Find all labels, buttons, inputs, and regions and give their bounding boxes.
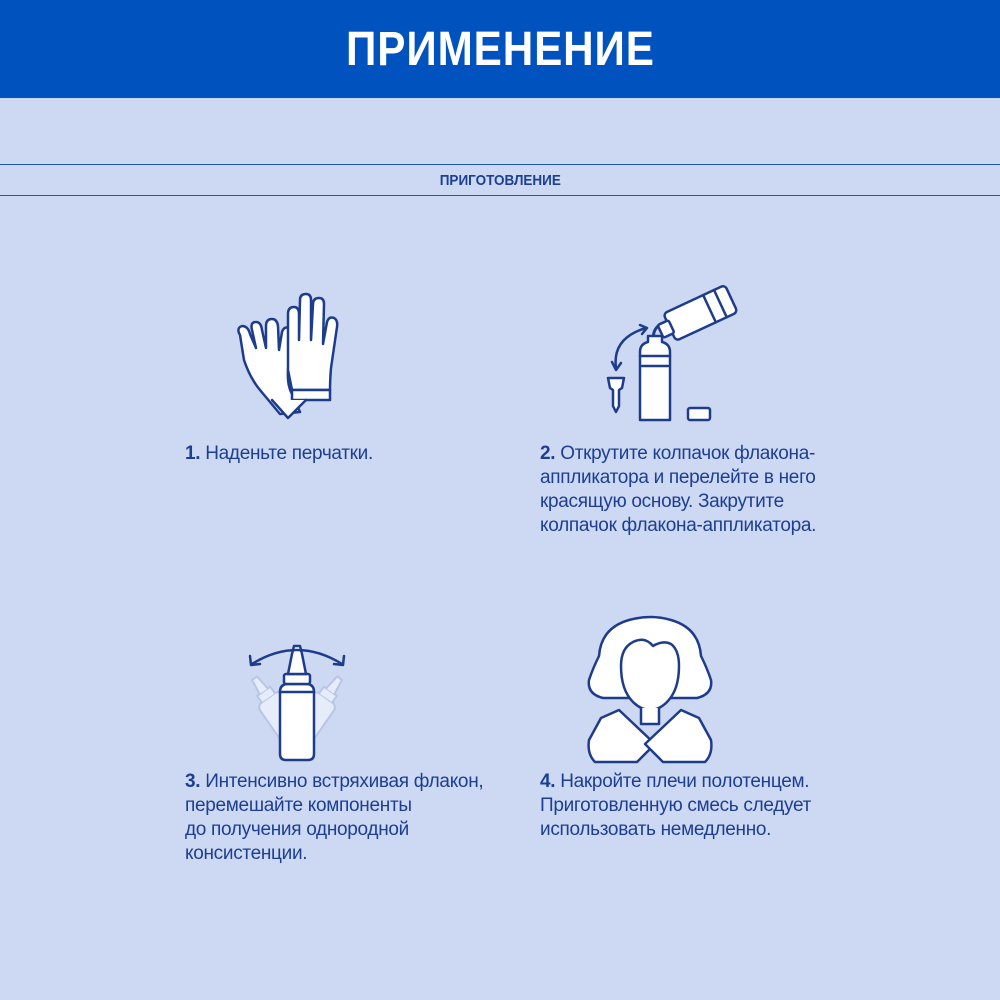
section-title: ПРИГОТОВЛЕНИЕ bbox=[439, 171, 561, 189]
step-2-text bbox=[540, 442, 816, 538]
step-4-line-3: использовать немедленно. bbox=[540, 819, 772, 840]
step-1-text bbox=[185, 442, 373, 466]
step-2-line-4: колпачок флакона-аппликатора. bbox=[540, 515, 817, 536]
step-2-line-3: красящую основу. Закрутите bbox=[540, 491, 784, 512]
step-4-line-1: Накройте плечи полотенцем. bbox=[560, 771, 810, 792]
header-banner bbox=[0, 0, 1000, 98]
step-2-number: 2. bbox=[540, 443, 556, 464]
step-1-line-1: Наденьте перчатки. bbox=[205, 443, 373, 464]
step-4-text bbox=[540, 770, 811, 842]
pour-bottle-icon bbox=[600, 282, 745, 430]
section-bar bbox=[0, 164, 1000, 196]
step-3-line-4: консистенции. bbox=[185, 843, 308, 864]
step-3-number: 3. bbox=[185, 771, 201, 792]
page-title: ПРИМЕНЕНИЕ bbox=[345, 22, 655, 76]
step-3-text bbox=[185, 770, 483, 866]
step-4-line-2: Приготовленную смесь следует bbox=[540, 795, 812, 816]
step-3-line-3: до получения однородной bbox=[185, 819, 409, 840]
step-2-line-2: аппликатора и перелейте в него bbox=[540, 467, 816, 488]
shake-bottle-icon bbox=[222, 628, 372, 766]
step-1-number: 1. bbox=[185, 443, 201, 464]
step-2-line-1: Открутите колпачок флакона- bbox=[560, 443, 816, 464]
gloves-icon bbox=[230, 290, 340, 420]
towel-shoulders-icon bbox=[583, 614, 718, 766]
step-3-line-2: перемешайте компоненты bbox=[185, 795, 412, 816]
step-3-line-1: Интенсивно встряхивая флакон, bbox=[205, 771, 484, 792]
step-4-number: 4. bbox=[540, 771, 556, 792]
